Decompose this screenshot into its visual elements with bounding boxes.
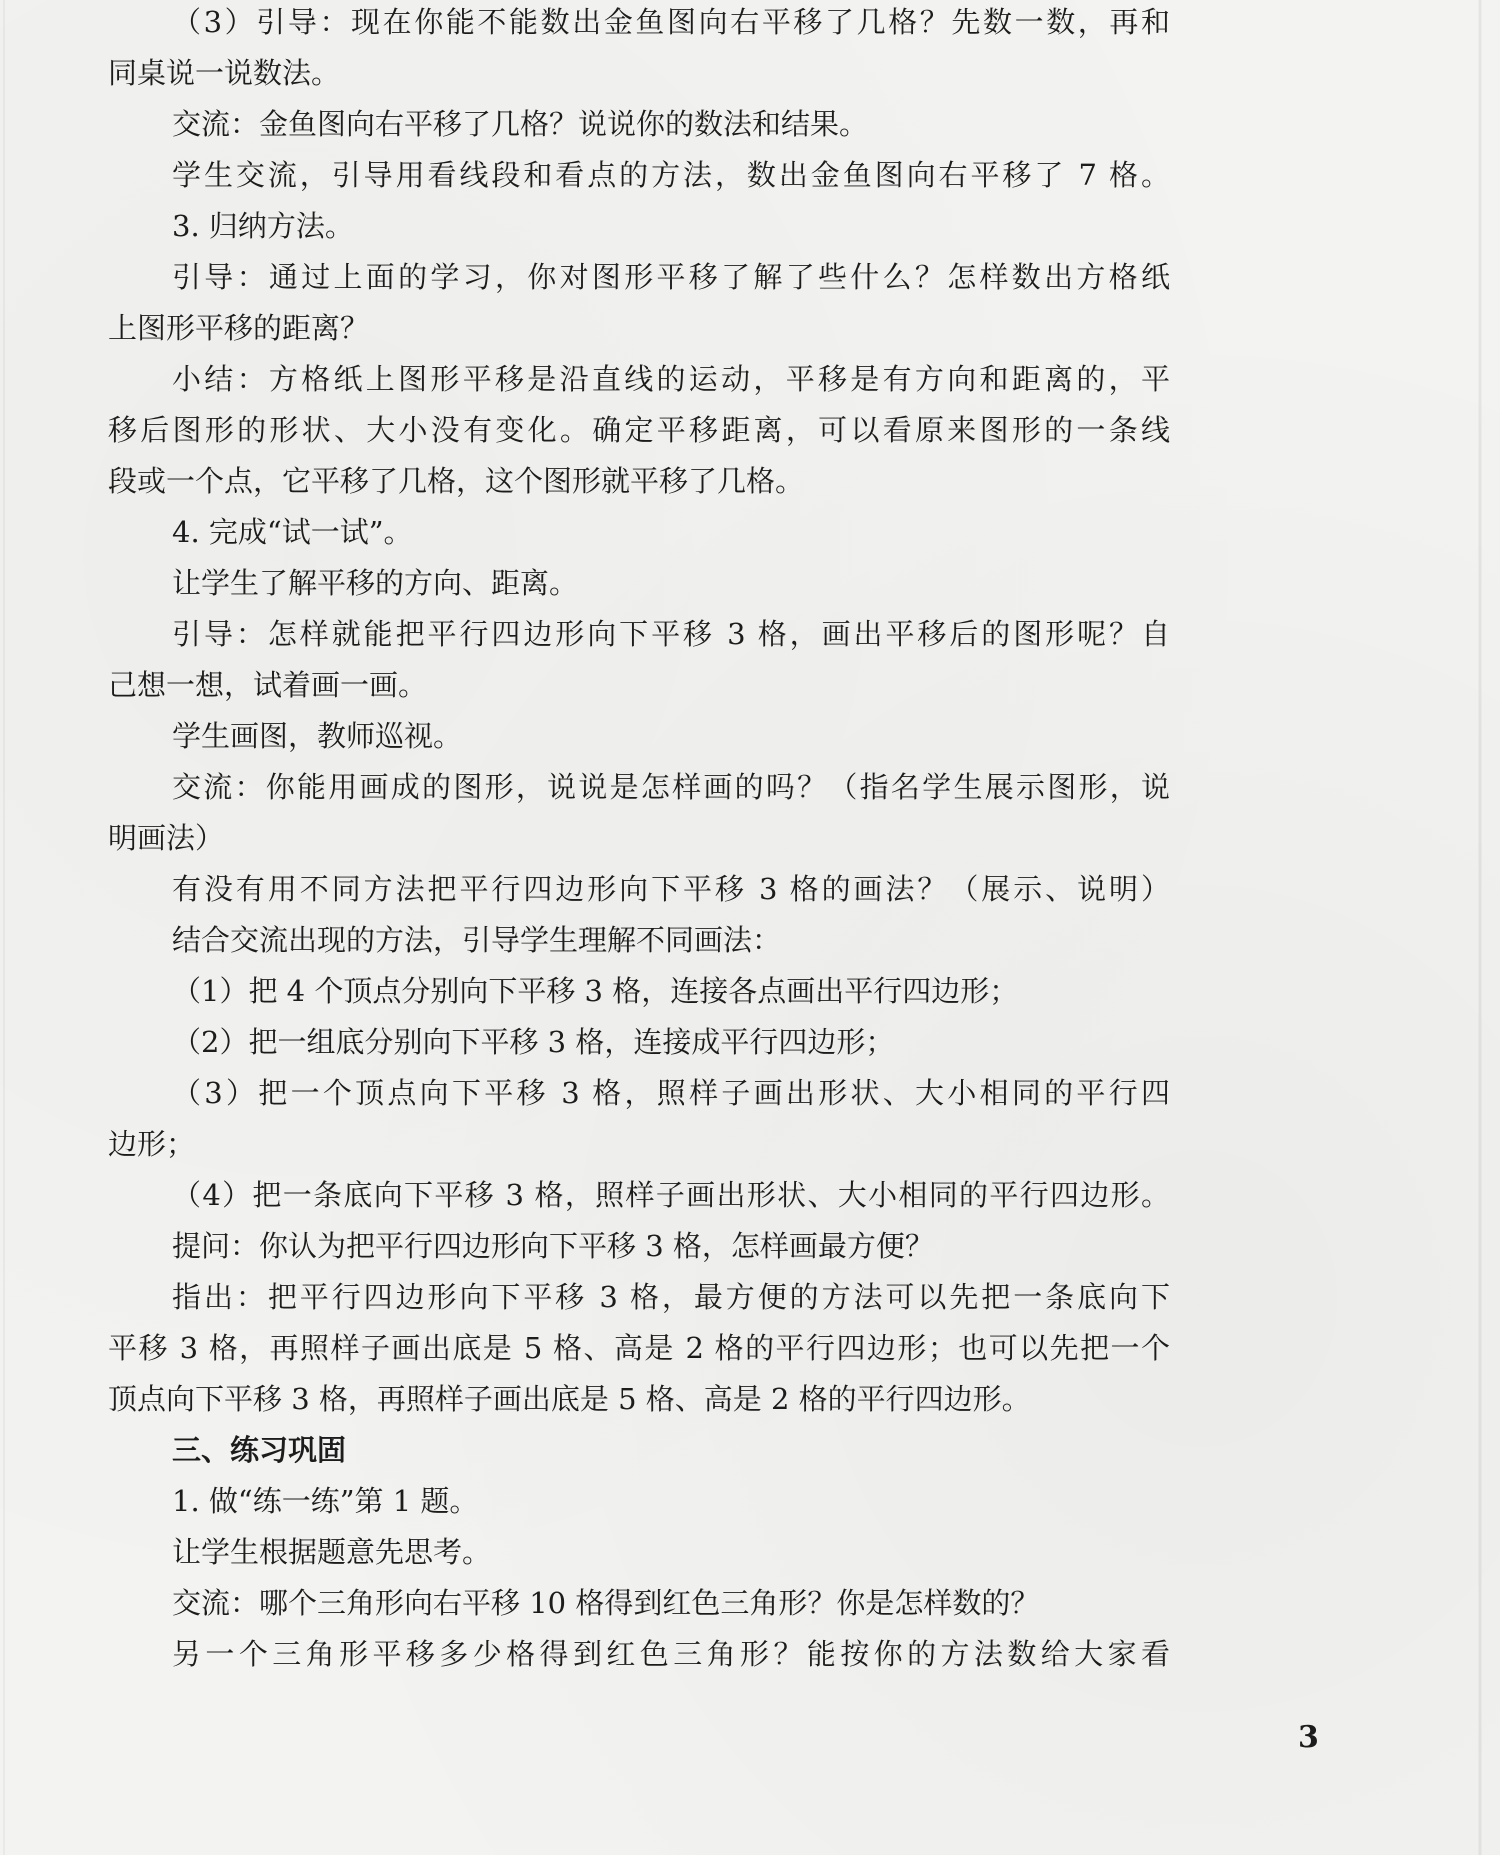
text-line-25: 提问：你认为把平行四边形向下平移 3 格，怎样画最方便？	[172, 1229, 934, 1263]
text-line-31: 让学生根据题意先思考。	[172, 1535, 492, 1569]
text-line-27: 平移 3 格，再照样子画出底是 5 格、高是 2 格的平行四边形；也可以先把一个	[108, 1331, 1170, 1365]
text-line-23: 边形；	[108, 1127, 196, 1161]
text-line-4: 学生交流，引导用看线段和看点的方法，数出金鱼图向右平移了 7 格。	[172, 158, 1170, 192]
text-line-7: 上图形平移的距离？	[108, 311, 370, 345]
text-line-26: 指出：把平行四边形向下平移 3 格，最方便的方法可以先把一条底向下	[172, 1280, 1170, 1314]
text-line-22: （3）把一个顶点向下平移 3 格，照样子画出形状、大小相同的平行四	[172, 1076, 1170, 1110]
text-line-14: 己想一想，试着画一画。	[108, 668, 428, 702]
text-line-30: 1. 做“练一练”第 1 题。	[172, 1484, 479, 1518]
text-line-21: （2）把一组底分别向下平移 3 格，连接成平行四边形；	[172, 1025, 895, 1059]
text-line-5: 3. 归纳方法。	[172, 209, 354, 243]
text-line-8: 小结：方格纸上图形平移是沿直线的运动，平移是有方向和距离的，平	[172, 362, 1170, 396]
text-line-15: 学生画图，教师巡视。	[172, 719, 463, 753]
text-line-10: 段或一个点，它平移了几格，这个图形就平移了几格。	[108, 464, 805, 498]
text-line-3: 交流：金鱼图向右平移了几格？说说你的数法和结果。	[172, 107, 869, 141]
text-line-1: （3）引导：现在你能不能数出金鱼图向右平移了几格？先数一数，再和	[172, 5, 1170, 39]
section-heading: 三、练习巩固	[172, 1433, 347, 1467]
text-line-19: 结合交流出现的方法，引导学生理解不同画法：	[172, 923, 782, 957]
text-line-13: 引导：怎样就能把平行四边形向下平移 3 格，画出平移后的图形呢？自	[172, 617, 1170, 651]
text-line-28: 顶点向下平移 3 格，再照样子画出底是 5 格、高是 2 格的平行四边形。	[108, 1382, 1031, 1416]
text-line-11: 4. 完成“试一试”。	[172, 515, 413, 549]
page-number: 3	[1298, 1720, 1319, 1755]
text-line-32: 交流：哪个三角形向右平移 10 格得到红色三角形？你是怎样数的？	[172, 1586, 1040, 1620]
text-line-18: 有没有用不同方法把平行四边形向下平移 3 格的画法？（展示、说明）	[172, 872, 1170, 906]
text-line-16: 交流：你能用画成的图形，说说是怎样画的吗？（指名学生展示图形，说	[172, 770, 1170, 804]
text-line-6: 引导：通过上面的学习，你对图形平移了解了些什么？怎样数出方格纸	[172, 260, 1170, 294]
text-line-9: 移后图形的形状、大小没有变化。确定平移距离，可以看原来图形的一条线	[108, 413, 1170, 447]
text-line-12: 让学生了解平移的方向、距离。	[172, 566, 579, 600]
text-line-20: （1）把 4 个顶点分别向下平移 3 格，连接各点画出平行四边形；	[172, 974, 1019, 1008]
body-text	[108, 0, 1170, 1680]
text-line-24: （4）把一条底向下平移 3 格，照样子画出形状、大小相同的平行四边形。	[172, 1178, 1170, 1212]
text-line-2: 同桌说一说数法。	[108, 56, 341, 90]
text-line-17: 明画法）	[108, 821, 225, 855]
text-line-33: 另一个三角形平移多少格得到红色三角形？能按你的方法数给大家看	[172, 1637, 1170, 1671]
